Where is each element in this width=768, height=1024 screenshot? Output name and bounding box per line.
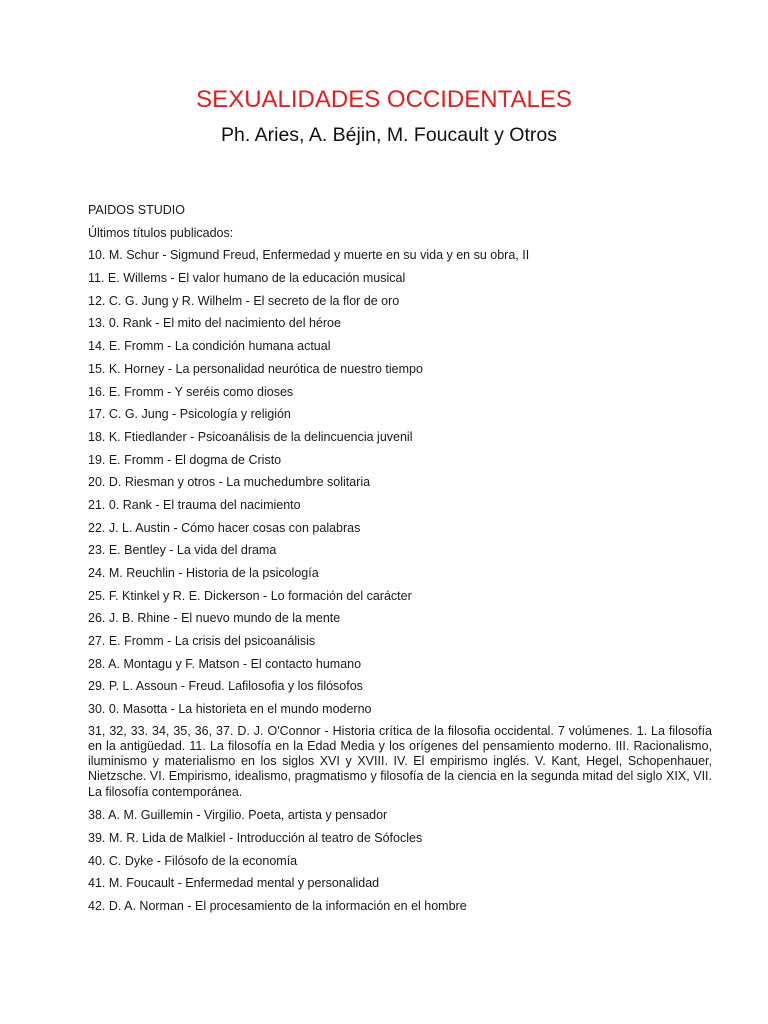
list-item: 18. K. Ftiedlander - Psicoanálisis de la delincuencia juvenil — [88, 429, 413, 444]
list-item: 16. E. Fromm - Y seréis como dioses — [88, 384, 294, 399]
list-item: 26. J. B. Rhine - El nuevo mundo de la mente — [88, 611, 341, 626]
list-item: 30. 0. Masotta - La historieta en el mundo moderno — [88, 702, 372, 717]
document-authors: Ph. Aries, A. Béjin, M. Foucault y Otros — [221, 124, 557, 146]
list-item: 22. J. L. Austin - Cómo hacer cosas con palabras — [88, 520, 361, 535]
list-item: 27. E. Fromm - La crisis del psicoanálisis — [88, 634, 316, 649]
catalog-list — [88, 199, 712, 918]
list-item: 12. C. G. Jung y R. Wilhelm - El secreto de la flor de oro — [88, 293, 400, 308]
list-item: 11. E. Willems - El valor humano de la educación musical — [88, 271, 406, 286]
list-item: 15. K. Horney - La personalidad neurótica de nuestro tiempo — [88, 361, 423, 376]
list-item: 41. M. Foucault - Enfermedad mental y personalidad — [88, 876, 380, 891]
list-item: 14. E. Fromm - La condición humana actual — [88, 339, 331, 354]
list-item: 10. M. Schur - Sigmund Freud, Enfermedad y muerte en su vida y en su obra, II — [88, 248, 530, 263]
list-item: 19. E. Fromm - El dogma de Cristo — [88, 452, 282, 467]
list-item: 40. C. Dyke - Filósofo de la economía — [88, 853, 298, 868]
list-heading: Últimos títulos publicados: — [88, 225, 234, 240]
document-title: SEXUALIDADES OCCIDENTALES — [196, 86, 572, 113]
list-item: 39. M. R. Lida de Malkiel - Introducción al teatro de Sófocles — [88, 831, 423, 846]
list-item: 23. E. Bentley - La vida del drama — [88, 543, 277, 558]
publisher-line: PAIDOS STUDIO — [88, 203, 186, 217]
list-item: 29. P. L. Assoun - Freud. Lafilosofia y los filósofos — [88, 679, 363, 694]
list-item: 38. A. M. Guillemin - Virgilio. Poeta, artista y pensador — [88, 808, 388, 823]
list-item: 28. A. Montagu y F. Matson - El contacto humano — [88, 656, 362, 671]
list-item: 21. 0. Rank - El trauma del nacimiento — [88, 497, 301, 512]
list-item: 25. F. Ktinkel y R. E. Dickerson - Lo formación del carácter — [88, 588, 412, 603]
list-item: 17. C. G. Jung - Psicología y religión — [88, 407, 291, 422]
list-item-multivolume: 31, 32, 33. 34, 35, 36, 37. D. J. O'Connor - Historia crítica de la filosofia occidental. 7 volúmenes. 1. La filosofía en la antigüedad. 11. La filosofía en la Edad Media y los orígenes del pensamiento moderno. III. Racionalismo, iluminismo y materialismo en los siglos XVI y XVIII. IV. El empirismo inglés. V. Kant, Hegel, Schopenhauer, Nietzsche. VI. Empirismo, idealismo, pragmatismo y filosofía de la ciencia en la segunda mitad del siglo XIX, VII. La filosofía contemporánea. — [88, 723, 712, 799]
list-item: 20. D. Riesman y otros - La muchedumbre solitaria — [88, 475, 371, 490]
list-item: 42. D. A. Norman - El procesamiento de la información en el hombre — [88, 899, 467, 914]
list-item: 24. M. Reuchlin - Historia de la psicología — [88, 566, 319, 580]
list-item: 13. 0. Rank - El mito del nacimiento del héroe — [88, 316, 341, 331]
